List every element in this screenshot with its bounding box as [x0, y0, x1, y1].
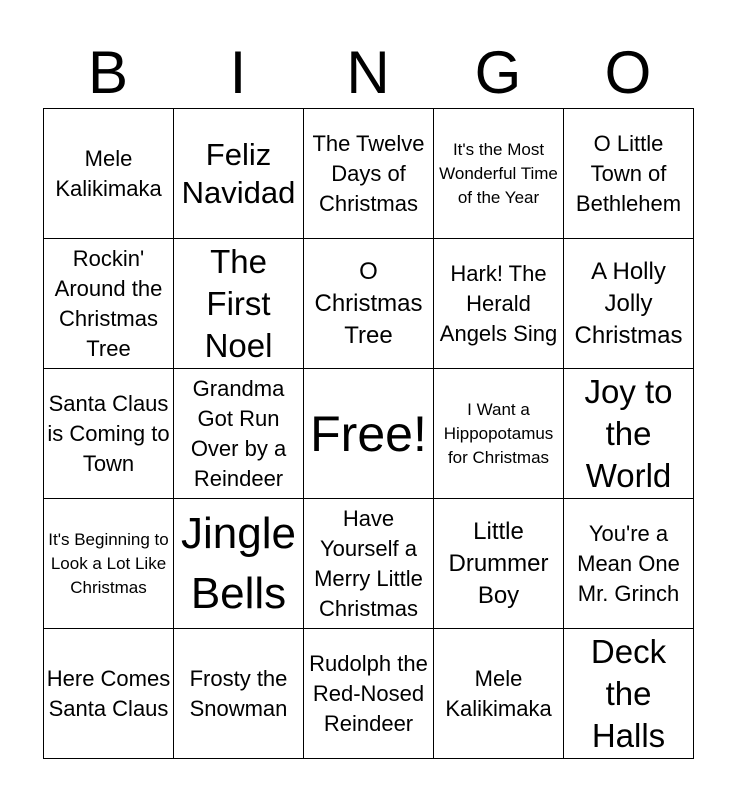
cell-text: Have Yourself a Merry Little Christmas — [314, 505, 423, 621]
cell-text: Little Drummer Boy — [448, 517, 549, 609]
header-letter-i: I — [229, 39, 247, 106]
bingo-cell[interactable] — [564, 109, 694, 239]
bingo-cell[interactable] — [304, 499, 434, 629]
cell-text: Mele Kalikimaka — [55, 145, 162, 201]
bingo-cell[interactable] — [44, 109, 174, 239]
bingo-header — [43, 38, 693, 108]
cell-text: You're a Mean One Mr. Grinch — [577, 520, 680, 606]
bingo-cell[interactable] — [434, 499, 564, 629]
bingo-cell[interactable] — [434, 239, 564, 369]
bingo-card-grid — [43, 108, 694, 759]
header-letter-o: O — [604, 39, 652, 106]
free-space-text: Free! — [310, 405, 427, 462]
cell-text: Frosty the Snowman — [189, 665, 288, 721]
bingo-cell[interactable] — [44, 369, 174, 499]
cell-text: A Holly Jolly Christmas — [574, 257, 683, 349]
cell-text: Grandma Got Run Over by a Reindeer — [190, 375, 287, 491]
bingo-cell[interactable] — [44, 629, 174, 759]
cell-text: Mele Kalikimaka — [445, 665, 552, 721]
bingo-cell[interactable] — [564, 499, 694, 629]
cell-text: Hark! The Herald Angels Sing — [439, 260, 558, 346]
cell-text: Rudolph the Red-Nosed Reindeer — [309, 650, 428, 736]
bingo-cell[interactable] — [174, 109, 304, 239]
cell-text: It's the Most Wonderful Time of the Year — [439, 139, 558, 207]
cell-text: O Little Town of Bethlehem — [575, 130, 682, 216]
bingo-cell[interactable] — [174, 239, 304, 369]
bingo-cell[interactable] — [304, 239, 434, 369]
header-letter-n: N — [346, 39, 390, 106]
free-space-cell[interactable] — [304, 369, 434, 499]
bingo-cell[interactable] — [564, 369, 694, 499]
cell-text: It's Beginning to Look a Lot Like Christmas — [48, 529, 169, 597]
bingo-cell[interactable] — [304, 109, 434, 239]
bingo-cell[interactable] — [564, 239, 694, 369]
cell-text: O Christmas Tree — [314, 257, 423, 349]
header-letter-g: G — [474, 39, 522, 106]
bingo-cell[interactable] — [434, 369, 564, 499]
bingo-cell[interactable] — [44, 499, 174, 629]
bingo-cell[interactable] — [434, 109, 564, 239]
bingo-cell[interactable] — [564, 629, 694, 759]
bingo-cell[interactable] — [174, 499, 304, 629]
bingo-cell[interactable] — [44, 239, 174, 369]
cell-text: Rockin' Around the Christmas Tree — [54, 245, 163, 361]
cell-text: I Want a Hippopotamus for Christmas — [443, 399, 554, 467]
cell-text: Joy to the World — [584, 372, 673, 494]
bingo-cell[interactable] — [434, 629, 564, 759]
bingo-cell[interactable] — [174, 369, 304, 499]
cell-text: Santa Claus is Coming to Town — [47, 390, 170, 476]
cell-text: Jingle Bells — [181, 508, 296, 618]
cell-text: Feliz Navidad — [181, 136, 296, 210]
bingo-cell[interactable] — [174, 629, 304, 759]
cell-text: The Twelve Days of Christmas — [312, 130, 425, 216]
cell-text: The First Noel — [204, 242, 273, 364]
cell-text: Deck the Halls — [590, 632, 667, 754]
cell-text: Here Comes Santa Claus — [46, 665, 171, 721]
header-letter-b: B — [87, 39, 129, 106]
bingo-cell[interactable] — [304, 629, 434, 759]
